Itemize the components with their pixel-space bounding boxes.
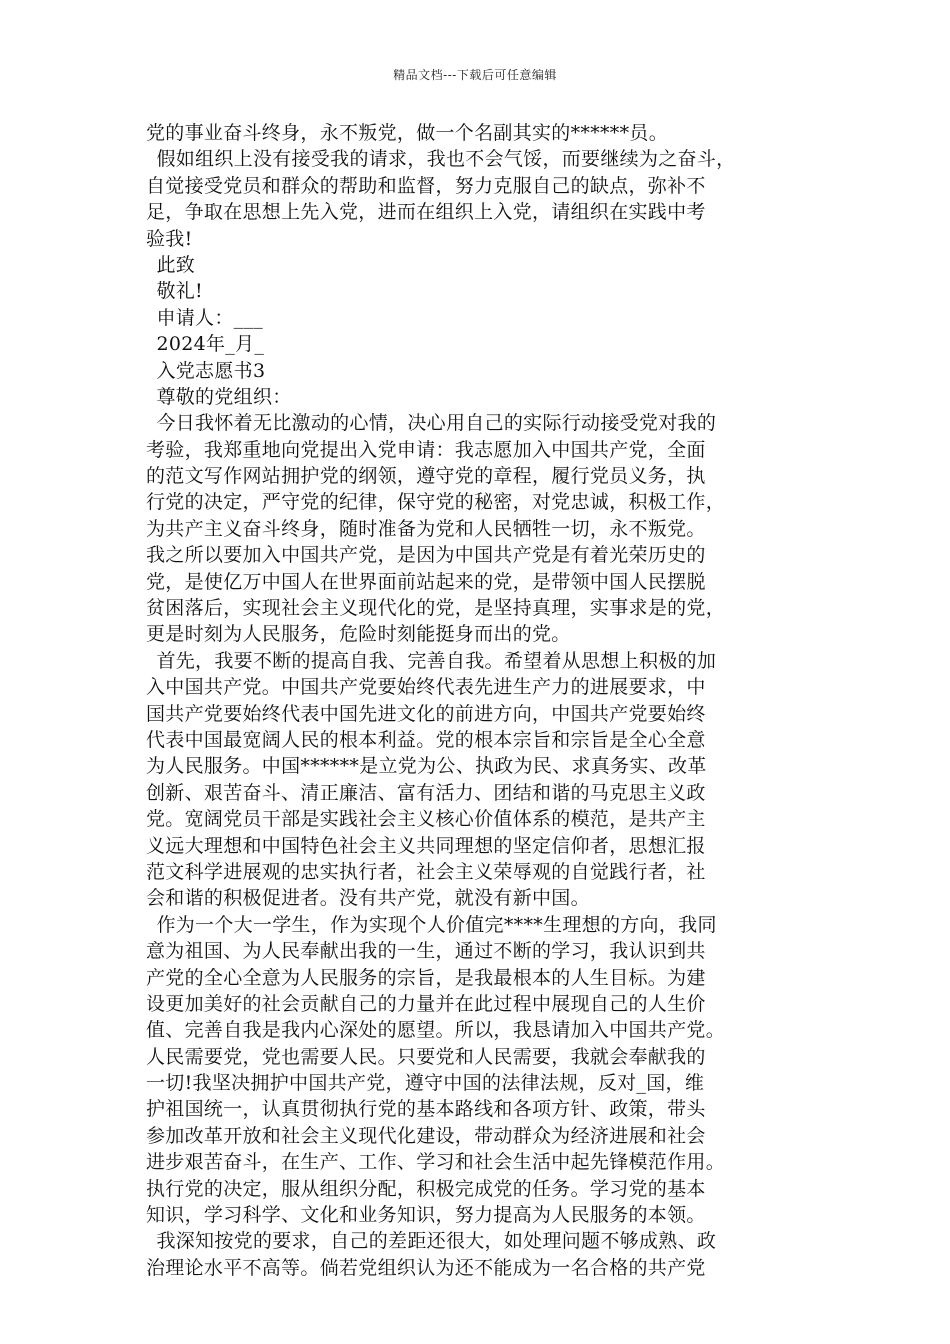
text-line: 首先，我要不断的提高自我、完善自我。希望着从思想上积极的加 bbox=[156, 649, 717, 672]
text-line: 的范文写作网站拥护党的纲领，遵守党的章程，履行党员义务，执 bbox=[146, 465, 706, 488]
text-line: 意为祖国、为人民奉献出我的一生，通过不断的学习，我认识到共 bbox=[146, 940, 706, 963]
text-line: 我之所以要加入中国共产党，是因为中国共产党是有着光荣历史的 bbox=[146, 544, 706, 567]
text-line: 代表中国最宽阔人民的根本利益。党的根本宗旨和宗旨是全心全意 bbox=[146, 728, 706, 751]
text-line: 尊敬的党组织： bbox=[156, 385, 292, 408]
text-line: 入党志愿书3 bbox=[156, 359, 266, 382]
text-line: 参加改革开放和社会主义现代化建设，带动群众为经济进展和社会 bbox=[146, 1124, 706, 1147]
text-line: 设更加美好的社会贡献自己的力量并在此过程中展现自己的人生价 bbox=[146, 992, 706, 1015]
text-line: 一切!我坚决拥护中国共产党，遵守中国的法律法规，反对_国，维 bbox=[146, 1072, 705, 1095]
text-line: 贫困落后，实现社会主义现代化的党，是坚持真理，实事求是的党， bbox=[146, 597, 726, 620]
text-line: 假如组织上没有接受我的请求，我也不会气馁，而要继续为之奋斗， bbox=[156, 148, 736, 171]
text-line: 值、完善自我是我内心深处的愿望。所以，我恳请加入中国共产党。 bbox=[146, 1019, 726, 1042]
text-line: 此致 bbox=[156, 253, 196, 276]
text-line: 为共产主义奋斗终身，随时准备为党和人民牺牲一切，永不叛党。 bbox=[146, 517, 706, 540]
text-line: 足，争取在思想上先入党，进而在组织上入党，请组织在实践中考 bbox=[146, 201, 706, 224]
text-line: 会和谐的积极促进者。没有共产党，就没有新中国。 bbox=[146, 887, 590, 910]
document-body bbox=[146, 120, 816, 1281]
text-line: 义远大理想和中国特色社会主义共同理想的坚定信仰者，思想汇报 bbox=[146, 834, 706, 857]
text-line: 治理论水平不高等。倘若党组织认为还不能成为一名合格的共产党 bbox=[146, 1256, 706, 1279]
text-line: 党，是使亿万中国人在世界面前站起来的党，是带领中国人民摆脱 bbox=[146, 570, 706, 593]
text-line: 人民需要党，党也需要人民。只要党和人民需要，我就会奉献我的 bbox=[146, 1045, 706, 1068]
text-line: 2024年_月_ bbox=[156, 333, 265, 356]
text-line: 党。宽阔党员干部是实践社会主义核心价值体系的模范，是共产主 bbox=[146, 808, 706, 831]
text-line: 考验，我郑重地向党提出入党申请：我志愿加入中国共产党，全面 bbox=[146, 438, 706, 461]
text-line: 今日我怀着无比激动的心情，决心用自己的实际行动接受党对我的 bbox=[156, 412, 717, 435]
text-line: 验我! bbox=[146, 227, 193, 250]
text-line: 作为一个大一学生，作为实现个人价值完****生理想的方向，我同 bbox=[156, 913, 717, 936]
text-line: 入中国共产党。中国共产党要始终代表先进生产力的进展要求，中 bbox=[146, 676, 706, 699]
page-header: 精品文档---下载后可任意编辑 bbox=[393, 68, 557, 82]
text-line: 创新、艰苦奋斗、清正廉洁、富有活力、团结和谐的马克思主义政 bbox=[146, 781, 706, 804]
text-line: 行党的决定，严守党的纪律，保守党的秘密，对党忠诚，积极工作， bbox=[146, 491, 726, 514]
text-line: 知识，学习科学、文化和业务知识，努力提高为人民服务的本领。 bbox=[146, 1204, 706, 1227]
text-line: 敬礼! bbox=[156, 280, 203, 303]
text-line: 产党的全心全意为人民服务的宗旨，是我最根本的人生目标。为建 bbox=[146, 966, 706, 989]
text-line: 护祖国统一，认真贯彻执行党的基本路线和各项方针、政策，带头 bbox=[146, 1098, 706, 1121]
text-line: 党的事业奋斗终身，永不叛党，做一个名副其实的******员。 bbox=[146, 122, 669, 144]
text-line: 国共产党要始终代表中国先进文化的前进方向，中国共产党要始终 bbox=[146, 702, 706, 725]
text-line: 我深知按党的要求，自己的差距还很大，如处理问题不够成熟、政 bbox=[156, 1230, 717, 1253]
text-line: 更是时刻为人民服务，危险时刻能挺身而出的党。 bbox=[146, 623, 571, 646]
text-line: 范文科学进展观的忠实执行者，社会主义荣辱观的自觉践行者，社 bbox=[146, 860, 706, 883]
text-line: 申请人：___ bbox=[156, 306, 264, 329]
text-line: 为人民服务。中国******是立党为公、执政为民、求真务实、改革 bbox=[146, 755, 707, 778]
text-line: 进步艰苦奋斗，在生产、工作、学习和社会生活中起先锋模范作用。 bbox=[146, 1151, 726, 1174]
text-line: 执行党的决定，服从组织分配，积极完成党的任务。学习党的基本 bbox=[146, 1177, 706, 1200]
text-line: 自觉接受党员和群众的帮助和监督，努力克服自己的缺点，弥补不 bbox=[146, 174, 706, 197]
